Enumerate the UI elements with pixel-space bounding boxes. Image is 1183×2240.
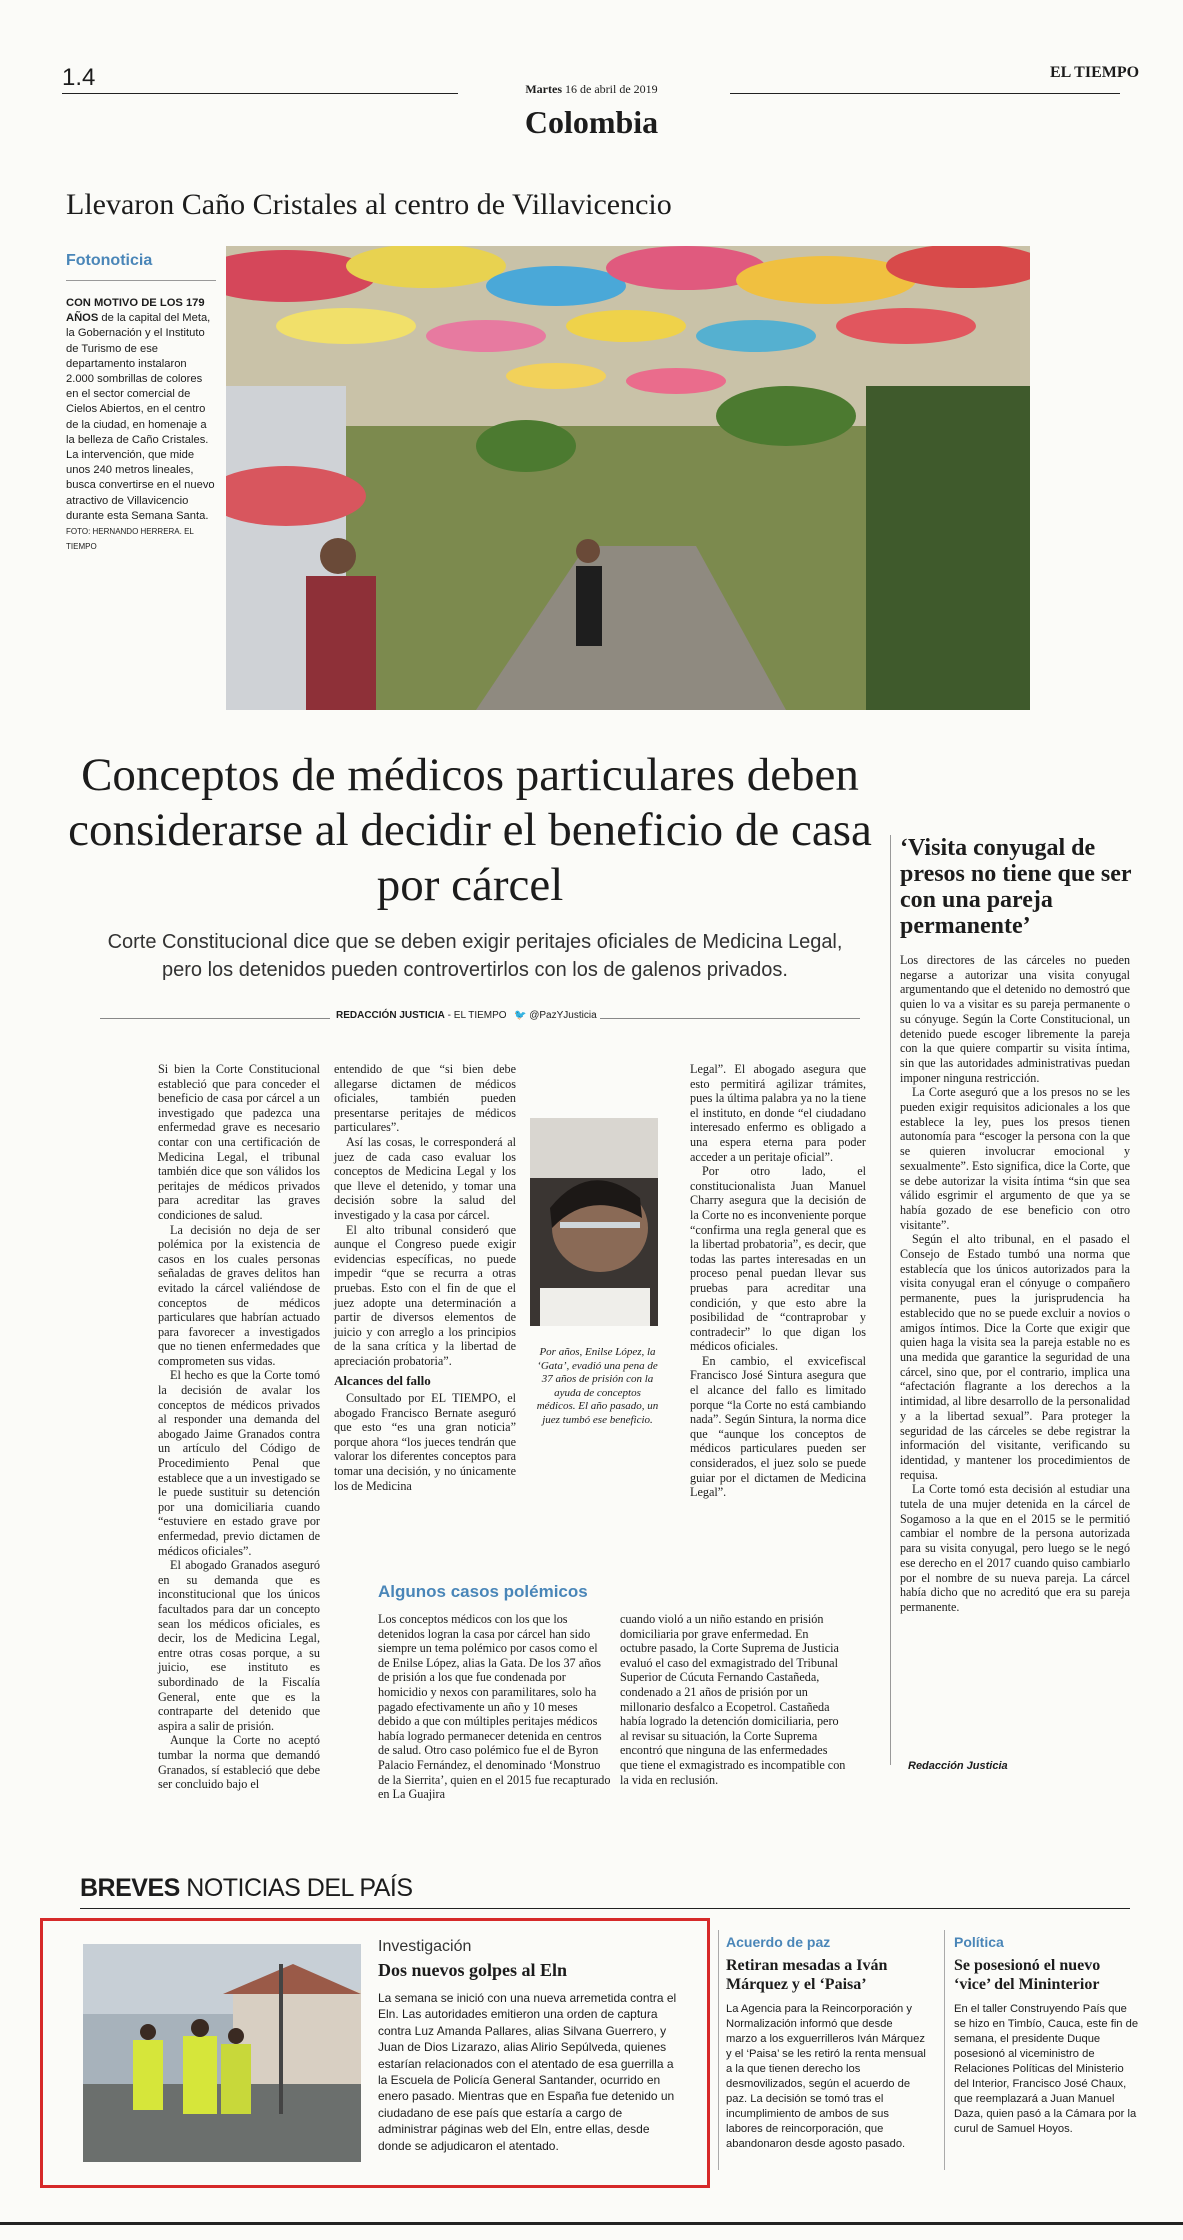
kicker-rule (66, 280, 216, 281)
sidebar-paragraph: Según el alto tribunal, en el pasado el Consejo de Estado tumbó una norma que establecía que los únicos autorizados para la visita conyugal eran el cónyuge o compañero permanente, pues la jurisprudencia ha establecido que no se puede excluir a novios o amigos íntimos. Dice la Corte que exigir que quien haga la visita sea la pareja estable no es una medida que garantice la seguridad de una cárcel, sino que, por el contrario, implica una “afectación flagrante a los derechos a la intimidad, al libre desarrollo de la personalidad y a la libertad sexual”. Para proteger la seguridad de las cárceles se debe registrar la información del visitante, verificando su identidad, y mantener los procedimientos de requisa. (900, 1232, 1130, 1482)
breve-2-headline: Retiran mesadas a Iván Márquez y el ‘Paisa’ (726, 1957, 888, 1993)
breve-3-headline: Se posesionó el nuevo ‘vice’ del Mininterior (954, 1957, 1101, 1993)
photo-story-headline: Llevaron Caño Cristales al centro de Villavicencio (66, 188, 672, 221)
main-paragraph: El alto tribunal consideró que aunque el Congreso puede exigir evidencias específicas, no puede impedir “que se recurra a otras pruebas. Esto con el fin de que el juez adopte una determinación a partir de diversos elementos de juicio y con arreglo a los principios de la sana crítica y la libertad de apreciación probatoria”. (334, 1222, 516, 1368)
main-paragraph: La decisión no deja de ser polémica por la existencia de casos en los cuales personas señaladas de graves delitos han evitado la cárcel valiéndose de conceptos de médicos particulares que habrían actuado para favorecer a investigados que no tienen enfermedades que comprometen sus vidas. (158, 1222, 320, 1368)
photo-story-kicker: Fotonoticia (66, 252, 153, 269)
main-col-1 (158, 1062, 320, 1792)
sidebar-credit: Redacción Justicia (908, 1760, 1008, 1772)
breves-divider-2 (944, 1930, 945, 2170)
breve-3-kicker: Política (954, 1934, 1004, 1950)
main-paragraph: Así las cosas, le corresponderá al juez de cada caso evaluar los conceptos de Medicina Legal y los que lleve el detenido, y tomar una decisión sobre la salud del investigado y la casa por cárcel. (334, 1134, 516, 1222)
breve-2 (726, 1934, 926, 2152)
main-paragraph: entendido de que “si bien debe allegarse dictamen de médicos oficiales, también pueden presentarse peritajes de médicos particulares”. (334, 1062, 516, 1135)
breves-rule (80, 1908, 1130, 1909)
twitter-handle: 🐦 @PazYJusticia (514, 1010, 597, 1021)
section-title: Colombia (524, 104, 659, 140)
box-paragraph: Los conceptos médicos con los que los detenidos logran la casa por cárcel han sido siempre un tema polémico por casos como el de Enilse López, alias la Gata. De los 37 años de prisión a los que fue condenada por homicidio y nexos con paramilitares, solo ha pagado efectivamente un año y 10 meses debido a que con múltiples peritajes médicos había logrado permanecer detenida en centros de salud. Otro caso polémico fue el de Byron Palacio Fernández, el denominado ‘Monstruo de la Sierrita’, quien en el 2015 fue recapturado en La Guajira (378, 1612, 611, 1802)
enilse-lopez-photo (530, 1118, 658, 1326)
edition-date: Martes 16 de abril de 2019 (525, 82, 658, 96)
highlight-box (40, 1918, 710, 2188)
box-paragraph: cuando violó a un niño estando en prisión domiciliaria por grave enfermedad. En octubre pasado, la Corte Suprema de Justicia evaluó el caso del exmagistrado del Tribunal Superior de Cúcuta Fernando Castañeda, condenado a 21 años de prisión por un millonario desfalco a Ecopetrol. Castañeda había logrado la detención domiciliaria, pero al revisar su situación, la Corte Suprema encontró que ninguna de las enfermedades que tiene el exmagistrado es incompatible con la vida en reclusión. (620, 1612, 846, 1787)
sidebar-divider (890, 835, 891, 1765)
twitter-icon: 🐦 (514, 1010, 530, 1021)
byline-rule-left (100, 1018, 330, 1019)
main-paragraph: El abogado Granados aseguró en su demanda que es inconstitucional que los únicos facultados para dar un concepto sean los médicos oficiales, es decir, los de Medicina Legal, entre otras cosas porque, a su juicio, ese instituto es subordinado de la Fiscalía General, ente que es la contraparte del detenido que aspira a salir de prisión. (158, 1558, 320, 1733)
sidebar-headline: ‘Visita conyugal de presos no tiene que ser con una pareja permanente’ (900, 835, 1132, 939)
breve-3-body: En el taller Construyendo País que se hizo en Timbío, Cauca, este fin de semana, el presidente Duque posesionó al viceministro de Relaciones Políticas del Ministerio del Interior, Francisco José Chaux, que reemplazará a Juan Manuel Daza, quien pasó a la Cámara por la curul de Samuel Hoyos. (954, 2003, 1139, 2135)
box-kicker: Algunos casos polémicos (378, 1582, 588, 1601)
main-col-3 (690, 1062, 866, 1500)
header-rule-right (730, 93, 1120, 94)
breve-1-headline: Dos nuevos golpes al Eln (378, 1960, 568, 1980)
sidebar-paragraph: La Corte tomó esta decisión al estudiar una tutela de una mujer detenida en la cárcel de Sogamoso a la que en el 2015 se le permitió cambiar el nombre de la persona autorizada para su visita conyugal, pero luego se le negó ese derecho en el 2017 cuando quiso cambiarlo por el nombre de su nueva pareja. La cárcel había dicho que no acreditó que era su pareja permanente. (900, 1482, 1130, 1614)
main-paragraph: Por otro lado, el constitucionalista Juan Manuel Charry asegura que la decisión de la Corte no es inconveniente porque “confirma una regla general que es la libertad probatoria”, es decir, que todas las partes interesadas en un proceso penal puedan llevar sus pruebas para acreditar una condición, y que esto abre la posibilidad de “contraprobar y contradecir” lo que digan los médicos oficiales. (690, 1164, 866, 1354)
breve-1-kicker: Investigación (378, 1938, 472, 1955)
breves-divider-1 (718, 1930, 719, 2170)
byline-rule-right (600, 1018, 860, 1019)
umbrellas-photo (226, 246, 1030, 710)
main-paragraph: En cambio, el exvicefiscal Francisco José Sintura asegura que el alcance del fallo es limitado porque “la Corte no está cambiando nada”. Según Sintura, la norma dice que “aunque los conceptos de médicos particulares pueden ser considerados, el juez solo se puede guiar por el dictamen de Medicina Legal”. (690, 1353, 866, 1500)
breve-2-body: La Agencia para la Reincorporación y Normalización informó que desde marzo a los exguerrilleros Iván Márquez y el ‘Paisa’ se les retiró la renta mensual a la que tienen derecho los desmovilizados, según el acuerdo de paz. La decisión se tomó tras el incumplimiento de ambos de sus labores de reincorporación, que abandonaron desde agosto pasado. (726, 2003, 926, 2150)
breve-2-kicker: Acuerdo de paz (726, 1934, 831, 1950)
subhead: Alcances del fallo (334, 1373, 431, 1389)
main-paragraph: El hecho es que la Corte tomó la decisión de avalar los conceptos de médicos privados al responder una demanda del abogado Jaime Granados contra un artículo del Código de Procedimiento Penal que establece que a un investigado se le puede sustituir su detención por una domiciliaria cuando “estuviere en estado grave por enfermedad, previo dictamen de médicos oficiales”. (158, 1368, 320, 1558)
photo-caption-2: Por años, Enilse López, la ‘Gata’, evadió una pena de 37 años de prisión con la ayuda de conceptos médicos. El año pasado, un juez tumbó ese beneficio. (536, 1346, 659, 1426)
page-number: 1.4 (62, 64, 96, 91)
box-col-1 (378, 1612, 612, 1802)
breve-3 (954, 1934, 1140, 2137)
page-bottom-rule (0, 2222, 1183, 2225)
main-col-2 (334, 1062, 516, 1493)
sidebar (900, 835, 1140, 1615)
brand-logo: EL TIEMPO (1050, 64, 1140, 81)
sidebar-paragraph: La Corte aseguró que a los presos no se les pueden exigir requisitos adicionales a los que establece la ley, pues los presos tienen autonomía para “escoger la persona con la que se quieren involucrar emocional y sexualmente”. Esto significa, dice la Corte, que se debe autorizar la visita íntima “sin que sea válido esgrimir el argumento de que ya se había gozado de ese beneficio con otro visitante”. (900, 1085, 1130, 1232)
breve-1-body: La semana se inició con una nueva arremetida contra el Eln. Las autoridades emitieron una orden de captura contra Luz Amanda Pallares, alias Silvana Guerrero, y Juan de Dios Lizarazo, alias Alirio Sepúlveda, quienes estarían relacionados con el atentado de esa guerrilla a la Escuela de Policía General Santander, ocurrido en enero pasado. Mientras que en España fue detenido un ciudadano de ese país que estaría a cargo de administrar páginas web del Eln, entre ellas, desde donde se adjudicaron el atentado. (378, 1991, 677, 2153)
main-paragraph: Aunque la Corte no aceptó tumbar la norma que demandó Granados, sí estableció que debe ser concluido bajo el (158, 1733, 320, 1792)
main-deck: Corte Constitucional dice que se deben exigir peritajes oficiales de Medicina Legal, pero los detenidos pueden controvertirlos con los de galenos privados. (107, 931, 843, 981)
main-paragraph: Consultado por EL TIEMPO, el abogado Francisco Bernate aseguró que esto “es una gran noticia” porque ahora “los jueces tendrán que valorar los diferentes conceptos para tomar una decisión, y no únicamente los de Medicina (334, 1391, 516, 1493)
box-col-2 (620, 1612, 848, 1787)
sidebar-paragraph: Los directores de las cárceles no pueden negarse a autorizar una visita conyugal argumentando que el detenido no demostró que quien lo va a visitar es su pareja permanente o su cónyuge. Según la Corte Constitucional, un detenido puede escoger libremente la pareja con la que quiere compartir su visita íntima, sin que las autoridades administrativas puedan imponer ninguna restricción. (900, 953, 1130, 1085)
sidebar-body (900, 953, 1130, 1615)
breves-label: BREVES NOTICIAS DEL PAÍS (80, 1874, 413, 1902)
byline: REDACCIÓN JUSTICIA - EL TIEMPO (336, 1010, 507, 1021)
main-headline: Conceptos de médicos particulares deben considerarse al decidir el beneficio de casa por cárcel (68, 749, 872, 911)
photo-caption: CON MOTIVO DE LOS 179 AÑOS de la capital del Meta, la Gobernación y el Instituto de Turismo de ese departamento instalaron 2.000 sombrillas de colores en el sector comercial de Cielos Abiertos, en el centro de la ciudad, en homenaje a la belleza de Caño Cristales. La intervención, que mide unos 240 metros lineales, busca convertirse en el nuevo atractivo de Villavicencio durante esta Semana Santa. FOTO: HERNANDO HERRERA. EL TIEMPO (66, 297, 215, 552)
main-paragraph: Si bien la Corte Constitucional estableció que para conceder el beneficio de casa por cárcel a un investigado que padezca una enfermedad grave es necesario contar con una certificación de Medicina Legal, el tribunal también dice que son válidos los peritajes de médicos privados para acreditar las graves condiciones de salud. (158, 1062, 320, 1222)
main-paragraph: Legal”. El abogado asegura que esto permitirá agilizar trámites, pues la última palabra ya no la tiene el instituto, en donde “el ciudadano interesado enfermo es obligado a una espera eterna para poder acceder a un peritaje oficial”. (690, 1062, 866, 1164)
